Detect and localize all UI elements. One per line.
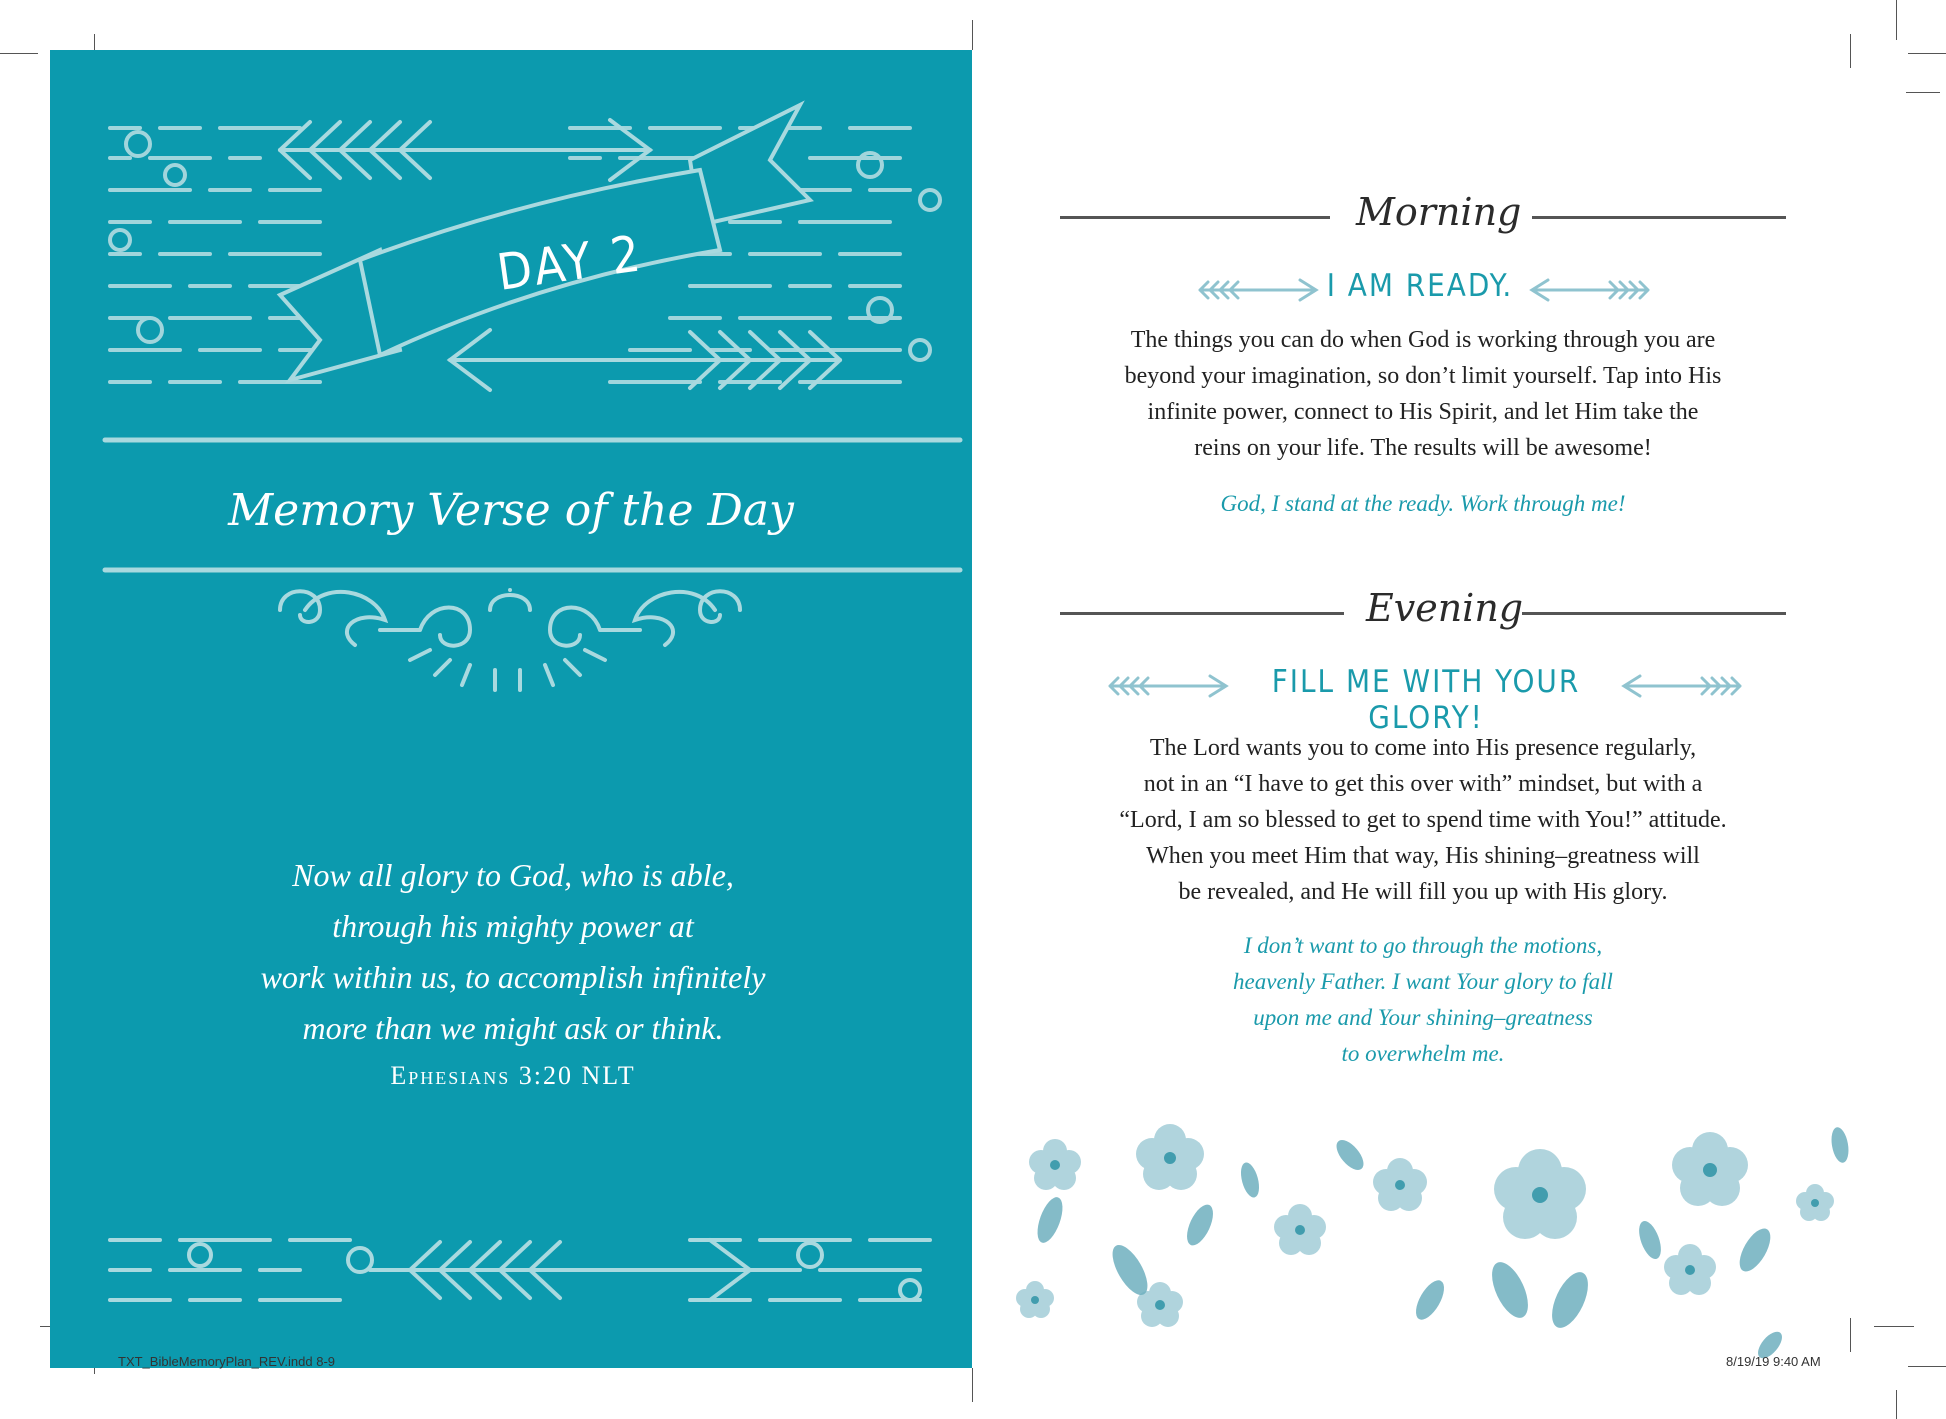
- prayer-line: to overwhelm me.: [1341, 1041, 1505, 1066]
- flower-icon: [1274, 1204, 1326, 1255]
- flower-icon: [1494, 1149, 1586, 1239]
- morning-subheading: I AM READY.: [1326, 268, 1514, 304]
- left-page-panel: [50, 50, 972, 1368]
- morning-body: [1060, 322, 1786, 466]
- prayer-line: heavenly Father. I want Your glory to fall: [1233, 969, 1613, 994]
- crop-mark: [972, 1368, 973, 1402]
- evening-subheading: FILL ME WITH YOUR GLORY!: [1271, 664, 1581, 736]
- evening-heading: Evening: [1350, 586, 1522, 630]
- morning-heading: Morning: [1340, 190, 1532, 234]
- body-line: The Lord wants you to come into His presence regularly,: [1149, 735, 1697, 761]
- watercolor-flowers-illustration: [1010, 1100, 1890, 1368]
- arrow-right-icon: [1196, 278, 1322, 302]
- body-line: beyond your imagination, so don’t limit yourself. Tap into His: [1124, 363, 1722, 389]
- body-line: reins on your life. The results will be awesome!: [1194, 435, 1652, 461]
- evening-prayer: [1060, 928, 1786, 1072]
- body-line: be revealed, and He will fill you up with His glory.: [1178, 879, 1668, 905]
- crop-mark: [1850, 34, 1851, 68]
- evening-rule-left: [1060, 612, 1344, 615]
- flower-icon: [1136, 1124, 1204, 1190]
- memory-verse-text: [190, 850, 836, 1054]
- file-slug: TXT_BibleMemoryPlan_REV.indd 8-9: [118, 1354, 336, 1369]
- verse-line: work within us, to accomplish infinitely: [260, 959, 766, 995]
- arrow-right-icon: [1106, 674, 1232, 698]
- morning-rule-left: [1060, 216, 1330, 219]
- morning-rule-right: [1516, 216, 1786, 219]
- crop-mark: [1896, 1390, 1897, 1419]
- prayer-line: I don’t want to go through the motions,: [1243, 933, 1603, 958]
- crop-mark: [972, 20, 973, 50]
- crop-mark: [1908, 1366, 1946, 1367]
- crop-mark: [1908, 53, 1946, 54]
- body-line: “Lord, I am so blessed to get to spend time with You!” attitude.: [1119, 807, 1727, 833]
- flower-icon: [1373, 1158, 1427, 1211]
- flower-icon: [1796, 1184, 1834, 1221]
- timestamp-slug: 8/19/19 9:40 AM: [1726, 1354, 1821, 1369]
- evening-body: [1050, 730, 1796, 910]
- arrow-left-icon: [1526, 278, 1652, 302]
- arrow-left-icon: [1618, 674, 1744, 698]
- evening-rule-right: [1502, 612, 1786, 615]
- day-label: DAY 2: [493, 224, 647, 302]
- crop-mark: [1906, 92, 1940, 93]
- body-line: infinite power, connect to His Spirit, and let Him take the: [1147, 399, 1699, 425]
- body-line: The things you can do when God is working through you are: [1130, 327, 1716, 353]
- flower-icon: [1016, 1281, 1054, 1318]
- morning-prayer: [1060, 486, 1786, 522]
- flower-icon: [1672, 1132, 1748, 1206]
- body-line: When you meet Him that way, His shining–greatness will: [1146, 843, 1700, 869]
- verse-line: Now all glory to God, who is able,: [292, 857, 734, 893]
- verse-line: more than we might ask or think.: [302, 1010, 724, 1046]
- prayer-line: upon me and Your shining–greatness: [1253, 1005, 1593, 1030]
- verse-line: through his mighty power at: [332, 908, 694, 944]
- verse-reference: Ephesians 3:20 NLT: [390, 1061, 636, 1090]
- memory-verse-title: Memory Verse of the Day: [228, 485, 794, 536]
- flourish-ornament: [280, 590, 740, 690]
- crop-mark: [1896, 0, 1897, 40]
- flower-icon: [1029, 1139, 1081, 1190]
- arrow-right-icon-bottom: [110, 1240, 930, 1300]
- prayer-line: God, I stand at the ready. Work through me!: [1220, 491, 1626, 516]
- flower-icon: [1664, 1244, 1716, 1295]
- body-line: not in an “I have to get this over with” mindset, but with a: [1143, 771, 1703, 797]
- crop-mark: [0, 53, 38, 54]
